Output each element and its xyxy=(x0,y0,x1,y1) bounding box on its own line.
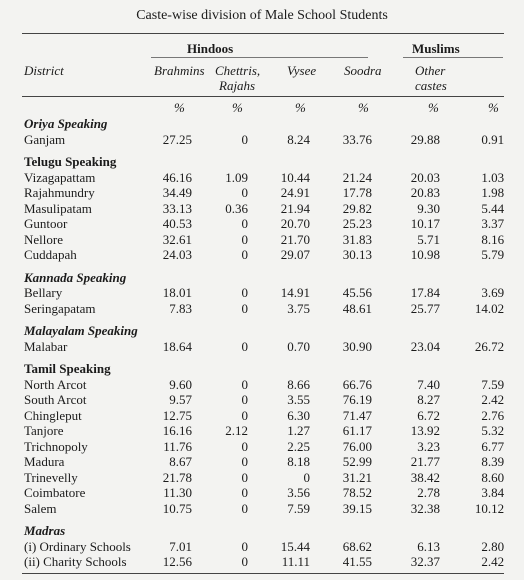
percent-cell: 10.12 xyxy=(474,500,505,516)
percent-cell: 78.52 xyxy=(342,485,372,500)
table-row xyxy=(24,216,504,232)
district-name: Rajahmundry xyxy=(24,185,95,200)
percent-cell: 38.42 xyxy=(410,469,440,485)
district-name: Masulipatam xyxy=(24,200,92,216)
table-row xyxy=(24,539,504,555)
percent-cell: 8.18 xyxy=(287,454,310,469)
percent-cell: 5.44 xyxy=(481,200,505,216)
percent-cell: 41.55 xyxy=(342,554,372,569)
pct-chettris: % xyxy=(232,100,243,115)
table-row xyxy=(24,170,504,186)
percent-cell: 7.40 xyxy=(417,376,440,392)
percent-cell: 29.07 xyxy=(280,247,310,262)
table-row xyxy=(24,392,504,408)
percent-cell: 3.75 xyxy=(287,300,310,316)
percent-cell: 5.32 xyxy=(481,423,505,438)
percent-cell: 1.09 xyxy=(225,169,248,185)
percent-cell: 48.61 xyxy=(342,300,372,316)
percent-cell: 5.79 xyxy=(481,247,505,262)
percent-cell: 0 xyxy=(241,338,248,354)
percent-cell: 1.03 xyxy=(481,169,505,185)
percent-cell: 33.76 xyxy=(342,131,372,147)
percent-cell: 23.04 xyxy=(410,338,440,354)
district-name: North Arcot xyxy=(24,376,87,392)
percent-cell: 1.27 xyxy=(287,423,310,438)
section-header-row xyxy=(24,270,504,286)
percent-cell: 3.23 xyxy=(417,438,440,454)
district-name: South Arcot xyxy=(24,392,87,407)
percent-cell: 18.01 xyxy=(162,285,192,300)
percent-cell: 26.72 xyxy=(474,338,505,354)
percent-cell: 12.75 xyxy=(162,407,192,423)
district-name: Guntoor xyxy=(24,216,68,231)
percent-cell: 10.98 xyxy=(410,247,440,262)
district-name: (i) Ordinary Schools xyxy=(24,538,131,554)
table-row xyxy=(24,501,504,517)
percent-cell: 0 xyxy=(241,500,248,516)
percent-cell: 76.19 xyxy=(342,392,372,407)
pct-brahmins: % xyxy=(174,100,185,115)
header-muslims: Muslims xyxy=(412,41,460,56)
table-title: Caste-wise division of Male School Students xyxy=(136,8,388,23)
percent-cell: 21.24 xyxy=(342,169,372,185)
table-row xyxy=(24,408,504,424)
percent-cell: 30.13 xyxy=(342,247,372,262)
table-row xyxy=(24,185,504,201)
bottom-rule xyxy=(22,573,504,574)
percent-cell: 8.60 xyxy=(481,469,505,485)
percent-cell: 10.17 xyxy=(410,216,440,231)
district-name: Coimbatore xyxy=(24,485,86,500)
district-name: Malabar xyxy=(24,338,68,354)
percent-cell: 15.44 xyxy=(280,538,310,554)
percent-cell: 40.53 xyxy=(162,216,192,231)
percent-cell: 20.70 xyxy=(280,216,310,231)
pct-vysee: % xyxy=(295,100,306,115)
percent-cell: 25.77 xyxy=(410,300,440,316)
header-castes: castes xyxy=(415,78,447,93)
district-name: Chingleput xyxy=(24,407,82,423)
district-name: (ii) Charity Schools xyxy=(24,554,127,569)
section-header-row xyxy=(24,323,504,339)
percent-cell: 2.12 xyxy=(225,423,248,438)
section-heading: Tamil Speaking xyxy=(24,361,111,376)
percent-cell: 0 xyxy=(241,185,248,200)
percent-cell: 0.91 xyxy=(481,131,505,147)
percent-cell: 9.60 xyxy=(169,376,192,392)
percent-cell: 2.80 xyxy=(481,538,505,554)
header-vysee: Vysee xyxy=(287,63,317,78)
percent-cell: 9.30 xyxy=(417,200,440,216)
percent-cell: 61.17 xyxy=(342,423,372,438)
table-row xyxy=(24,285,504,301)
district-name: Seringapatam xyxy=(24,300,96,316)
section-heading: Oriya Speaking xyxy=(24,116,108,131)
percent-cell: 76.00 xyxy=(342,438,372,454)
percent-cell: 0 xyxy=(241,131,248,147)
percent-cell: 52.99 xyxy=(342,454,372,469)
percent-cell: 6.13 xyxy=(417,538,440,554)
percent-cell: 0 xyxy=(241,376,248,392)
percent-cell: 8.67 xyxy=(169,454,192,469)
district-name: Ganjam xyxy=(24,131,66,147)
district-name: Nellore xyxy=(24,231,63,247)
percent-cell: 5.71 xyxy=(417,231,440,247)
percent-cell: 0 xyxy=(241,285,248,300)
percent-cell: 2.42 xyxy=(481,392,505,407)
header-chettris: Chettris, xyxy=(215,63,261,78)
percent-cell: 2.76 xyxy=(481,407,505,423)
percent-cell: 8.27 xyxy=(417,392,440,407)
percent-cell: 71.47 xyxy=(342,407,372,423)
percent-cell: 0 xyxy=(241,538,248,554)
percent-cell: 66.76 xyxy=(342,376,372,392)
percent-cell: 32.37 xyxy=(410,554,440,569)
percent-cell: 31.21 xyxy=(342,469,372,485)
percent-cell: 45.56 xyxy=(342,285,372,300)
percent-cell: 0 xyxy=(241,300,248,316)
section-header-row xyxy=(24,154,504,170)
percent-cell: 3.56 xyxy=(287,485,310,500)
percent-cell: 6.77 xyxy=(481,438,505,454)
percent-cell: 7.01 xyxy=(169,538,192,554)
percent-cell: 0 xyxy=(241,216,248,231)
header-soodra: Soodra xyxy=(344,63,382,78)
percent-cell: 6.30 xyxy=(287,407,310,423)
district-name: Cuddapah xyxy=(24,247,77,262)
percent-cell: 0 xyxy=(241,485,248,500)
percent-cell: 16.16 xyxy=(162,423,192,438)
percent-cell: 2.78 xyxy=(417,485,440,500)
percent-cell: 10.75 xyxy=(162,500,192,516)
district-name: Madura xyxy=(24,454,65,469)
percent-cell: 18.64 xyxy=(162,338,192,354)
header-rajahs: Rajahs xyxy=(219,78,256,93)
percent-cell: 1.98 xyxy=(481,185,505,200)
table-row xyxy=(24,454,504,470)
percent-cell: 3.37 xyxy=(481,216,505,231)
header-other: Other xyxy=(415,63,446,78)
percent-cell: 7.59 xyxy=(481,376,505,392)
percent-cell: 14.91 xyxy=(280,285,310,300)
district-name: Salem xyxy=(24,500,57,516)
table-row xyxy=(24,201,504,217)
percent-cell: 27.25 xyxy=(162,131,192,147)
percent-cell: 0 xyxy=(241,392,248,407)
percent-cell: 0 xyxy=(241,454,248,469)
percent-cell: 39.15 xyxy=(342,500,372,516)
percent-cell: 24.91 xyxy=(280,185,310,200)
section-heading: Telugu Speaking xyxy=(24,154,117,169)
percent-cell: 6.72 xyxy=(417,407,440,423)
percent-cell: 2.42 xyxy=(481,554,505,569)
section-header-row xyxy=(24,116,504,132)
percent-cell: 33.13 xyxy=(162,200,192,216)
table-row xyxy=(24,485,504,501)
percent-cell: 21.78 xyxy=(162,469,192,485)
percent-cell: 11.11 xyxy=(281,554,310,569)
table-row xyxy=(24,423,504,439)
percent-cell: 2.25 xyxy=(287,438,310,454)
percent-cell: 13.92 xyxy=(410,423,440,438)
percent-cell: 3.55 xyxy=(287,392,310,407)
top-rule xyxy=(22,33,504,34)
table-row xyxy=(24,470,504,486)
percent-cell: 0 xyxy=(241,554,248,569)
header-district: District xyxy=(24,63,64,78)
percent-cell: 20.03 xyxy=(410,169,440,185)
table-row xyxy=(24,132,504,148)
percent-cell: 32.61 xyxy=(162,231,192,247)
percent-cell: 25.23 xyxy=(342,216,372,231)
percent-cell: 24.03 xyxy=(162,247,192,262)
table-row xyxy=(24,301,504,317)
percent-cell: 46.16 xyxy=(162,169,192,185)
percent-cell: 8.16 xyxy=(481,231,505,247)
percent-cell: 3.84 xyxy=(481,485,505,500)
percent-cell: 14.02 xyxy=(474,300,505,316)
section-heading: Madras xyxy=(24,523,66,538)
percent-cell: 21.77 xyxy=(410,454,440,469)
percent-cell: 8.24 xyxy=(287,131,310,147)
section-header-row xyxy=(24,361,504,377)
district-name: Bellary xyxy=(24,285,63,300)
percent-cell: 21.94 xyxy=(280,200,310,216)
percent-cell: 0 xyxy=(241,469,248,485)
table-row xyxy=(24,339,504,355)
table-row xyxy=(24,247,504,263)
percent-cell: 31.83 xyxy=(342,231,372,247)
header-rule xyxy=(22,96,504,97)
percent-cell: 0 xyxy=(303,469,310,485)
percent-cell: 32.38 xyxy=(410,500,440,516)
pct-muslim-col: % xyxy=(488,100,499,115)
table-row xyxy=(24,377,504,393)
table-row xyxy=(24,554,504,570)
section-heading: Malayalam Speaking xyxy=(24,323,138,338)
section-header-row xyxy=(24,523,504,539)
percent-cell: 0 xyxy=(241,247,248,262)
percent-cell: 8.66 xyxy=(287,376,310,392)
hindoos-underline xyxy=(151,57,368,58)
percent-cell: 17.84 xyxy=(410,285,440,300)
percent-cell: 0 xyxy=(241,231,248,247)
district-name: Trichnopoly xyxy=(24,438,88,454)
percent-cell: 11.76 xyxy=(163,438,192,454)
percent-cell: 68.62 xyxy=(342,538,372,554)
percent-cell: 29.82 xyxy=(342,200,372,216)
percent-cell: 34.49 xyxy=(162,185,192,200)
section-heading: Kannada Speaking xyxy=(24,269,127,285)
header-brahmins: Brahmins xyxy=(154,63,205,78)
percent-cell: 11.30 xyxy=(163,485,192,500)
pct-other: % xyxy=(428,100,439,115)
percent-cell: 12.56 xyxy=(162,554,192,569)
percent-cell: 10.44 xyxy=(280,169,310,185)
data-table xyxy=(24,116,504,570)
percent-cell: 7.59 xyxy=(287,500,310,516)
percent-cell: 9.57 xyxy=(169,392,192,407)
percent-cell: 0.36 xyxy=(225,200,248,216)
district-name: Tanjore xyxy=(24,423,64,438)
table-row xyxy=(24,232,504,248)
percent-cell: 29.88 xyxy=(410,131,440,147)
percent-cell: 0 xyxy=(241,438,248,454)
table-row xyxy=(24,439,504,455)
percent-cell: 20.83 xyxy=(410,185,440,200)
percent-cell: 17.78 xyxy=(342,185,372,200)
percent-cell: 8.39 xyxy=(481,454,505,469)
percent-cell: 7.83 xyxy=(169,300,192,316)
percent-cell: 3.69 xyxy=(481,285,505,300)
percent-cell: 0 xyxy=(241,407,248,423)
pct-soodra: % xyxy=(358,100,369,115)
district-name: Trinevelly xyxy=(24,469,78,485)
percent-cell: 21.70 xyxy=(280,231,310,247)
muslims-underline xyxy=(403,57,503,58)
percent-cell: 30.90 xyxy=(342,338,372,354)
header-hindoos: Hindoos xyxy=(187,41,234,56)
district-name: Vizagapattam xyxy=(24,169,96,185)
percent-cell: 0.70 xyxy=(287,338,310,354)
